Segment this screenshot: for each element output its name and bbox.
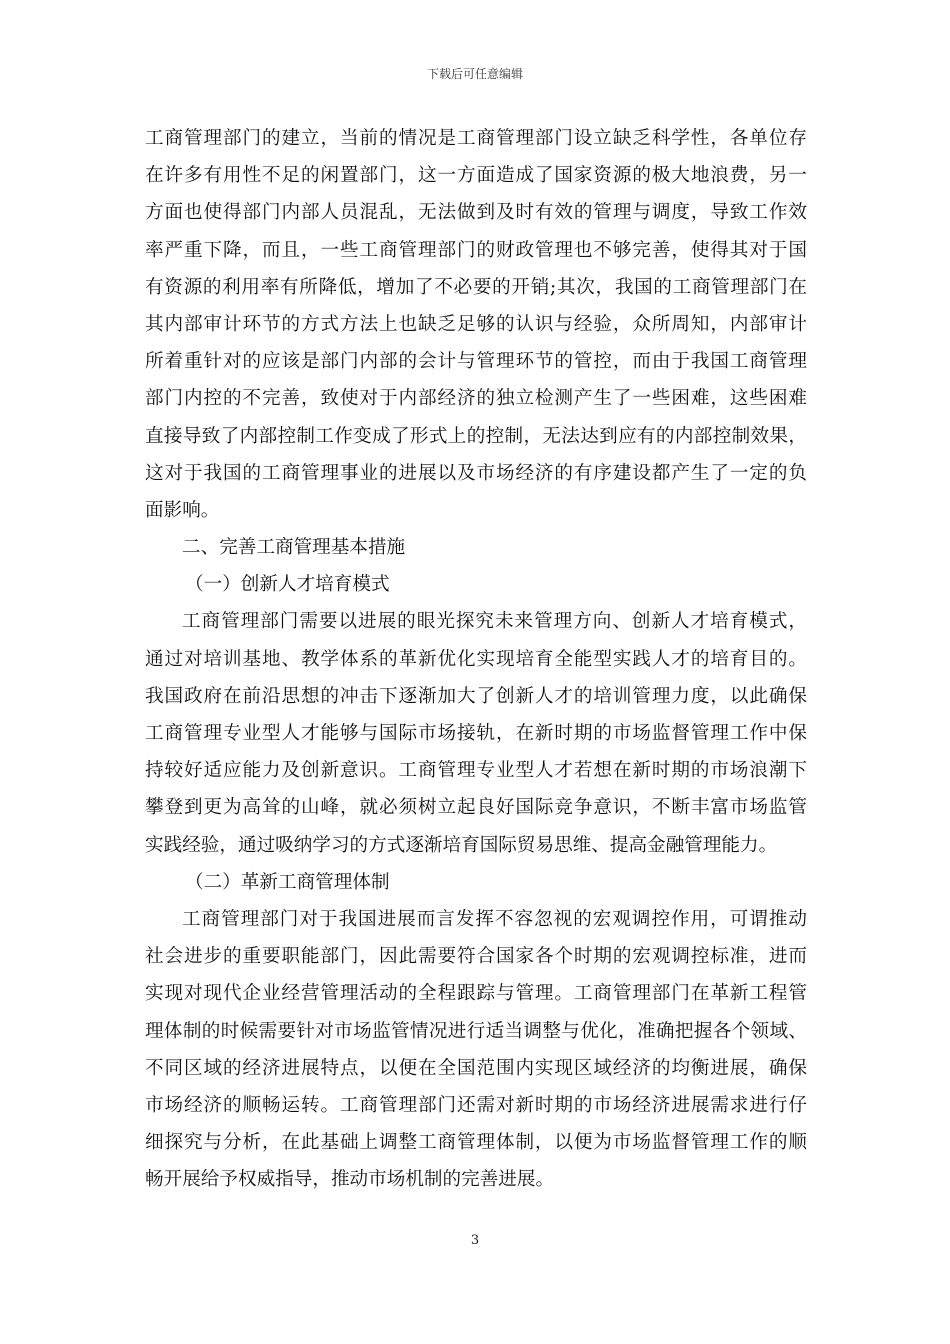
text-line: 直接导致了内部控制工作变成了形式上的控制，无法达到应有的内部控制效果， [145, 425, 807, 447]
text-line: 持较好适应能力及创新意识。工商管理专业型人才若想在新时期的市场浪潮下 [145, 760, 807, 782]
subsection-heading: （二）革新工商管理体制 [185, 871, 390, 893]
text-line: 通过对培训基地、教学体系的革新优化实现培育全能型实践人才的培育目的。 [145, 648, 807, 670]
text-line: 工商管理专业型人才能够与国际市场接轨，在新时期的市场监督管理工作中保 [145, 723, 807, 744]
text-line: 所着重针对的应该是部门内部的会计与管理环节的管控，而由于我国工商管理 [145, 351, 807, 373]
text-line: 我国政府在前沿思想的冲击下逐渐加大了创新人才的培训管理力度，以此确保 [145, 685, 807, 707]
paragraph-talent-training [145, 603, 807, 863]
text-line: 社会进步的重要职能部门，因此需要符合国家各个时期的宏观调控标准，进而 [145, 946, 807, 968]
text-line: 工商管理部门需要以进展的眼光探究未来管理方向、创新人才培育模式， [182, 611, 807, 633]
subsection-heading: （一）创新人才培育模式 [185, 574, 390, 596]
text-line: 市场经济的顺畅运转。工商管理部门还需对新时期的市场经济进展需求进行仔 [145, 1094, 807, 1116]
text-line: 面影响。 [145, 499, 220, 521]
text-line: 畅开展给予权威指导，推动市场机制的完善进展。 [145, 1169, 555, 1191]
text-line: 攀登到更为高耸的山峰，就必须树立起良好国际竞争意识，不断丰富市场监管 [145, 797, 807, 819]
text-line: 理体制的时候需要针对市场监管情况进行适当调整与优化，准确把握各个领域、 [145, 1020, 807, 1042]
text-line: 实现对现代企业经营管理活动的全程跟踪与管理。工商管理部门在革新工程管 [145, 983, 807, 1005]
paragraph-intro [145, 120, 807, 529]
text-line: 部门内控的不完善，致使对于内部经济的独立检测产生了一些困难，这些困难 [145, 388, 807, 410]
page-header: 下载后可任意编辑 [426, 67, 523, 81]
text-line: 有资源的利用率有所降低，增加了不必要的开销;其次，我国的工商管理部门在 [145, 276, 807, 298]
text-line: 细探究与分析，在此基础上调整工商管理体制，以便为市场监督管理工作的顺 [145, 1132, 807, 1154]
text-line: 工商管理部门对于我国进展而言发挥不容忽视的宏观调控作用，可谓推动 [182, 908, 807, 930]
text-line: 方面也使得部门内部人员混乱，无法做到及时有效的管理与调度，导致工作效 [145, 202, 807, 224]
text-line: 其内部审计环节的方式方法上也缺乏足够的认识与经验，众所周知，内部审计 [145, 313, 807, 335]
section-heading: 二、完善工商管理基本措施 [182, 537, 406, 559]
text-line: 率严重下降，而且，一些工商管理部门的财政管理也不够完善，使得其对于国 [145, 239, 807, 261]
text-line: 工商管理部门的建立，当前的情况是工商管理部门设立缺乏科学性，各单位存 [145, 128, 807, 149]
text-line: 不同区域的经济进展特点，以便在全国范围内实现区域经济的均衡进展，确保 [145, 1057, 807, 1079]
text-line: 实践经验，通过吸纳学习的方式逐渐培育国际贸易思维、提高金融管理能力。 [145, 834, 778, 856]
document-body [145, 120, 807, 1198]
text-line: 这对于我国的工商管理事业的进展以及市场经济的有序建设都产生了一定的负 [145, 462, 807, 484]
paragraph-management-reform [145, 901, 807, 1199]
text-line: 在许多有用性不足的闲置部门，这一方面造成了国家资源的极大地浪费，另一 [145, 165, 807, 187]
page-number: 3 [470, 1233, 480, 1248]
